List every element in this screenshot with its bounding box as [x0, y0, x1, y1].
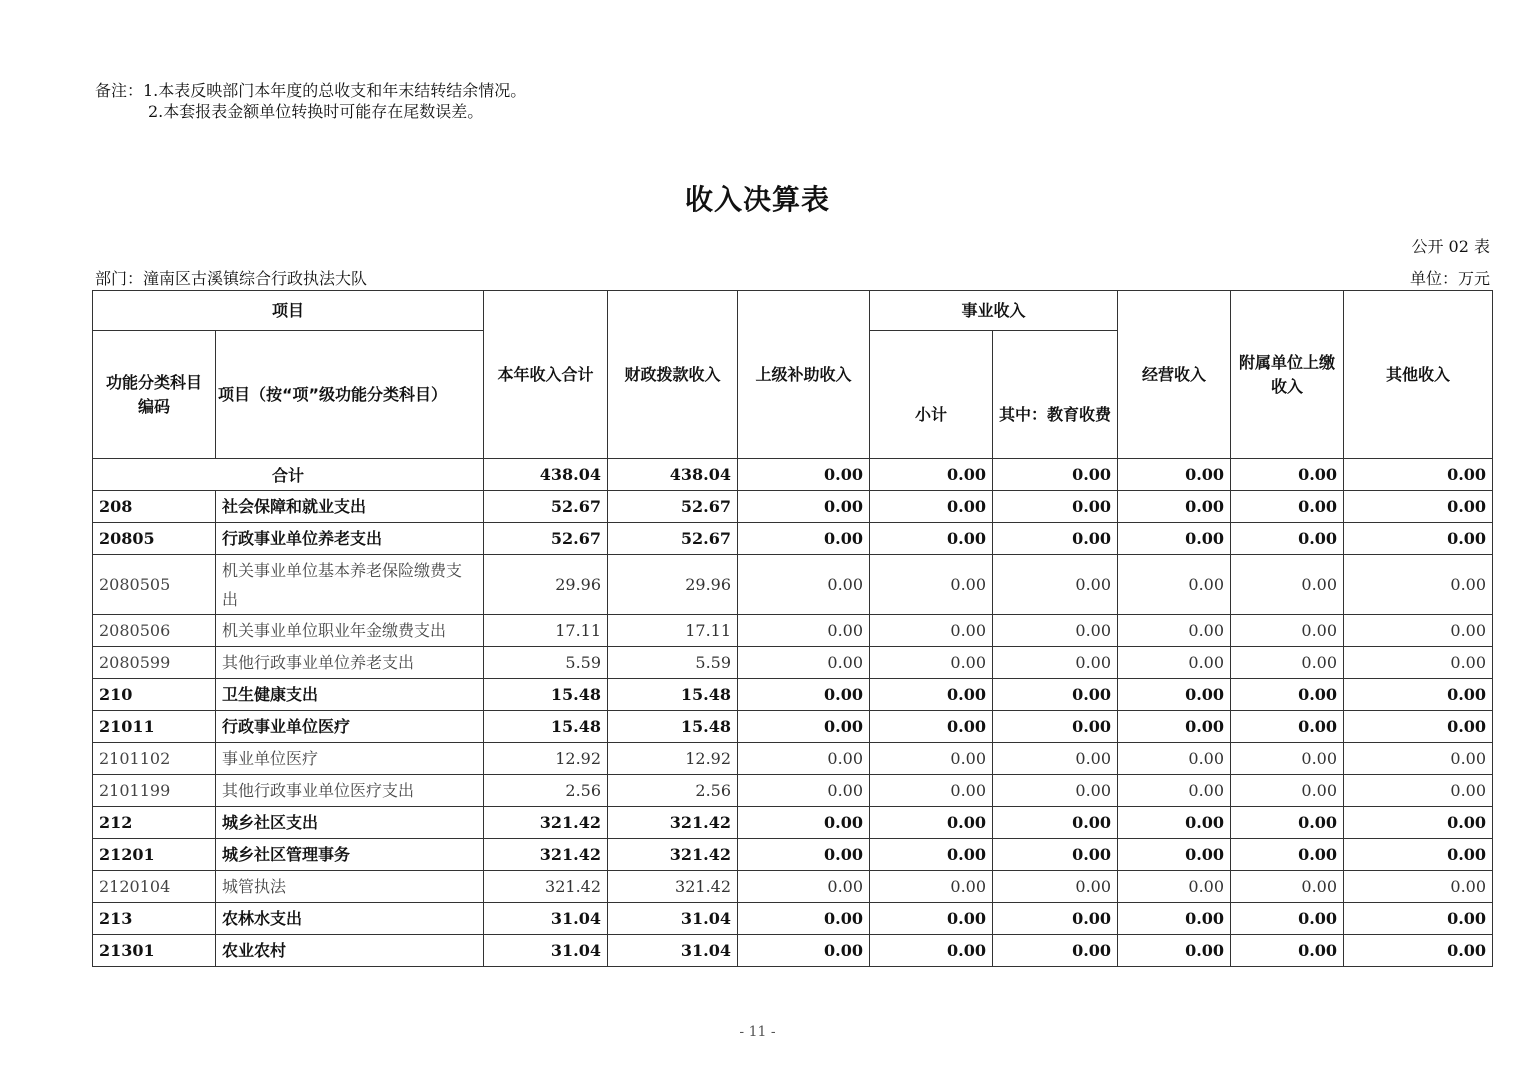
- row-value: 0.00: [870, 871, 993, 903]
- row-value: 0.00: [1118, 743, 1231, 775]
- table-row: [93, 491, 1493, 523]
- total-cell: 438.04: [608, 459, 738, 491]
- row-name: 行政事业单位养老支出: [216, 523, 484, 555]
- row-value: 321.42: [484, 807, 608, 839]
- row-value: 0.00: [993, 743, 1118, 775]
- row-value: 0.00: [870, 743, 993, 775]
- row-code: 2120104: [93, 871, 216, 903]
- row-value: 12.92: [608, 743, 738, 775]
- table-row: [93, 711, 1493, 743]
- row-code: 212: [93, 807, 216, 839]
- total-cell: 0.00: [738, 459, 870, 491]
- row-value: 0.00: [870, 807, 993, 839]
- row-value: 0.00: [1231, 615, 1344, 647]
- header-project: 项目: [93, 291, 484, 331]
- table-row: [93, 903, 1493, 935]
- row-value: 0.00: [993, 839, 1118, 871]
- header-affiliate: 附属单位上缴收入: [1231, 291, 1344, 459]
- row-value: 0.00: [738, 679, 870, 711]
- row-name: 事业单位医疗: [216, 743, 484, 775]
- row-value: 0.00: [993, 871, 1118, 903]
- row-value: 0.00: [1231, 555, 1344, 615]
- row-code: 2080505: [93, 555, 216, 615]
- row-value: 29.96: [608, 555, 738, 615]
- row-value: 0.00: [1231, 775, 1344, 807]
- header-superior: 上级补助收入: [738, 291, 870, 459]
- row-value: 0.00: [1344, 555, 1493, 615]
- total-label: 合计: [93, 459, 484, 491]
- header-edu: 其中：教育收费: [993, 331, 1118, 459]
- row-value: 0.00: [1231, 523, 1344, 555]
- row-name: 城乡社区支出: [216, 807, 484, 839]
- row-value: 0.00: [738, 807, 870, 839]
- row-code: 21201: [93, 839, 216, 871]
- table-row: [93, 839, 1493, 871]
- total-cell: 0.00: [1118, 459, 1231, 491]
- row-value: 0.00: [1231, 679, 1344, 711]
- row-value: 0.00: [870, 615, 993, 647]
- row-value: 0.00: [993, 903, 1118, 935]
- row-code: 21301: [93, 935, 216, 967]
- row-value: 0.00: [870, 523, 993, 555]
- table-row: [93, 647, 1493, 679]
- row-value: 15.48: [484, 711, 608, 743]
- row-value: 0.00: [993, 647, 1118, 679]
- row-value: 0.00: [870, 711, 993, 743]
- row-value: 52.67: [484, 491, 608, 523]
- row-value: 0.00: [1344, 775, 1493, 807]
- row-value: 5.59: [484, 647, 608, 679]
- row-name: 机关事业单位职业年金缴费支出: [216, 615, 484, 647]
- row-value: 0.00: [870, 903, 993, 935]
- row-value: 0.00: [738, 903, 870, 935]
- row-value: 17.11: [484, 615, 608, 647]
- row-value: 0.00: [993, 935, 1118, 967]
- row-code: 2101199: [93, 775, 216, 807]
- row-value: 0.00: [870, 555, 993, 615]
- row-value: 0.00: [738, 743, 870, 775]
- total-cell: 0.00: [1344, 459, 1493, 491]
- note-line-2: 2.本套报表金额单位转换时可能存在尾数误差。: [148, 102, 484, 121]
- row-code: 2080506: [93, 615, 216, 647]
- row-value: 0.00: [1231, 647, 1344, 679]
- row-value: 0.00: [1118, 775, 1231, 807]
- row-value: 52.67: [484, 523, 608, 555]
- row-value: 0.00: [1344, 839, 1493, 871]
- row-code: 213: [93, 903, 216, 935]
- row-value: 12.92: [484, 743, 608, 775]
- page-number: - 11 -: [739, 1024, 776, 1040]
- table-row: [93, 743, 1493, 775]
- row-name: 社会保障和就业支出: [216, 491, 484, 523]
- row-value: 0.00: [1118, 523, 1231, 555]
- row-name: 行政事业单位医疗: [216, 711, 484, 743]
- row-name: 其他行政事业单位医疗支出: [216, 775, 484, 807]
- row-value: 0.00: [870, 679, 993, 711]
- row-value: 31.04: [484, 903, 608, 935]
- row-value: 0.00: [738, 523, 870, 555]
- row-value: 31.04: [608, 935, 738, 967]
- row-code: 20805: [93, 523, 216, 555]
- row-value: 0.00: [1231, 491, 1344, 523]
- row-value: 0.00: [1118, 871, 1231, 903]
- row-value: 0.00: [738, 647, 870, 679]
- row-value: 0.00: [1231, 839, 1344, 871]
- header-subtotal: 小计: [870, 331, 993, 459]
- row-value: 52.67: [608, 491, 738, 523]
- row-value: 31.04: [608, 903, 738, 935]
- row-value: 0.00: [1118, 903, 1231, 935]
- header-business: 事业收入: [870, 291, 1118, 331]
- row-value: 0.00: [870, 775, 993, 807]
- row-code: 208: [93, 491, 216, 523]
- row-value: 0.00: [738, 555, 870, 615]
- row-name: 城管执法: [216, 871, 484, 903]
- note-line-1: 备注：1.本表反映部门本年度的总收支和年末结转结余情况。: [95, 81, 527, 100]
- row-value: 0.00: [1344, 491, 1493, 523]
- row-name: 机关事业单位基本养老保险缴费支出: [216, 555, 484, 615]
- row-value: 29.96: [484, 555, 608, 615]
- table-row: [93, 523, 1493, 555]
- row-value: 0.00: [738, 491, 870, 523]
- row-value: 15.48: [608, 711, 738, 743]
- row-value: 0.00: [1344, 647, 1493, 679]
- total-cell: 0.00: [870, 459, 993, 491]
- row-code: 210: [93, 679, 216, 711]
- row-name: 城乡社区管理事务: [216, 839, 484, 871]
- row-value: 0.00: [993, 555, 1118, 615]
- table-row: [93, 807, 1493, 839]
- notes: [95, 80, 526, 122]
- row-value: 0.00: [870, 647, 993, 679]
- row-value: 0.00: [1231, 807, 1344, 839]
- row-value: 0.00: [738, 711, 870, 743]
- form-code: 公开 02 表: [1411, 237, 1490, 256]
- row-value: 17.11: [608, 615, 738, 647]
- row-value: 0.00: [1231, 903, 1344, 935]
- row-value: 5.59: [608, 647, 738, 679]
- table-row: [93, 935, 1493, 967]
- row-value: 0.00: [993, 711, 1118, 743]
- row-value: 52.67: [608, 523, 738, 555]
- row-value: 0.00: [1118, 615, 1231, 647]
- row-value: 15.48: [608, 679, 738, 711]
- row-value: 0.00: [738, 871, 870, 903]
- row-value: 321.42: [608, 871, 738, 903]
- total-row: [93, 459, 1493, 491]
- row-value: 0.00: [1344, 711, 1493, 743]
- row-value: 0.00: [1118, 679, 1231, 711]
- row-name: 卫生健康支出: [216, 679, 484, 711]
- table-row: [93, 775, 1493, 807]
- header-total-income: 本年收入合计: [484, 291, 608, 459]
- unit-label: 单位：万元: [1409, 269, 1490, 288]
- total-cell: 0.00: [1231, 459, 1344, 491]
- row-name: 农林水支出: [216, 903, 484, 935]
- row-value: 321.42: [608, 807, 738, 839]
- page-title: 收入决算表: [684, 183, 830, 216]
- row-value: 0.00: [1344, 615, 1493, 647]
- row-value: 0.00: [993, 775, 1118, 807]
- row-name: 其他行政事业单位养老支出: [216, 647, 484, 679]
- row-value: 0.00: [738, 935, 870, 967]
- row-value: 0.00: [1118, 491, 1231, 523]
- table-row: [93, 679, 1493, 711]
- row-value: 0.00: [1344, 523, 1493, 555]
- row-value: 0.00: [1118, 935, 1231, 967]
- department-label: 部门：潼南区古溪镇综合行政执法大队: [95, 269, 368, 288]
- row-value: 2.56: [484, 775, 608, 807]
- row-value: 0.00: [738, 775, 870, 807]
- row-value: 0.00: [993, 523, 1118, 555]
- row-value: 0.00: [1344, 743, 1493, 775]
- header-func-code: 功能分类科目编码: [93, 331, 216, 459]
- row-value: 2.56: [608, 775, 738, 807]
- row-value: 0.00: [993, 615, 1118, 647]
- row-value: 0.00: [1118, 839, 1231, 871]
- row-value: 0.00: [1231, 871, 1344, 903]
- row-value: 0.00: [1231, 743, 1344, 775]
- row-value: 0.00: [993, 679, 1118, 711]
- table-row: [93, 555, 1493, 615]
- row-code: 2101102: [93, 743, 216, 775]
- row-code: 21011: [93, 711, 216, 743]
- row-value: 0.00: [1231, 711, 1344, 743]
- row-value: 0.00: [738, 615, 870, 647]
- row-code: 2080599: [93, 647, 216, 679]
- row-value: 321.42: [608, 839, 738, 871]
- row-value: 0.00: [1344, 807, 1493, 839]
- row-value: 0.00: [1118, 647, 1231, 679]
- row-value: 0.00: [1231, 935, 1344, 967]
- row-value: 321.42: [484, 839, 608, 871]
- header-fiscal: 财政拨款收入: [608, 291, 738, 459]
- header-operating: 经营收入: [1118, 291, 1231, 459]
- row-value: 0.00: [870, 935, 993, 967]
- income-table: [92, 290, 1493, 967]
- header-other: 其他收入: [1344, 291, 1493, 459]
- table-row: [93, 871, 1493, 903]
- row-value: 0.00: [870, 491, 993, 523]
- row-value: 15.48: [484, 679, 608, 711]
- table-row: [93, 615, 1493, 647]
- row-value: 0.00: [1344, 935, 1493, 967]
- row-value: 0.00: [1344, 903, 1493, 935]
- row-value: 0.00: [1344, 679, 1493, 711]
- total-cell: 0.00: [993, 459, 1118, 491]
- row-value: 0.00: [993, 491, 1118, 523]
- row-value: 31.04: [484, 935, 608, 967]
- row-value: 0.00: [870, 839, 993, 871]
- header-func-name: 项目（按“项”级功能分类科目）: [216, 331, 484, 459]
- row-value: 0.00: [1118, 711, 1231, 743]
- row-value: 0.00: [993, 807, 1118, 839]
- total-cell: 438.04: [484, 459, 608, 491]
- row-name: 农业农村: [216, 935, 484, 967]
- row-value: 321.42: [484, 871, 608, 903]
- row-value: 0.00: [738, 839, 870, 871]
- row-value: 0.00: [1118, 555, 1231, 615]
- row-value: 0.00: [1118, 807, 1231, 839]
- row-value: 0.00: [1344, 871, 1493, 903]
